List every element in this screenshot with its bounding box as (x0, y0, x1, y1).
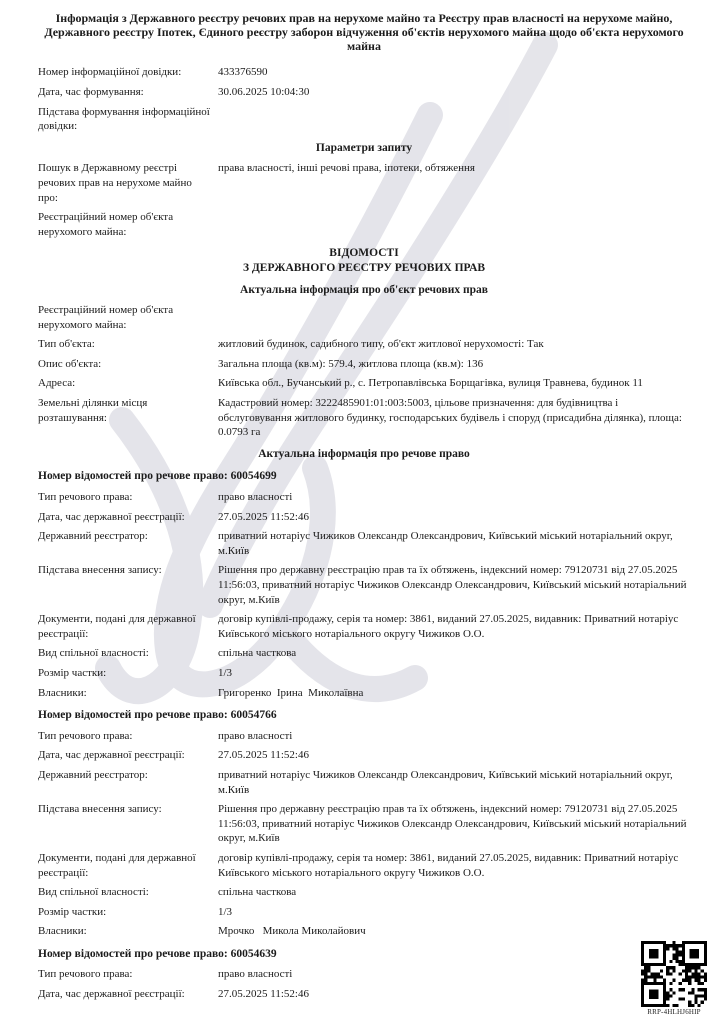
field-label: Тип об'єкта: (38, 338, 95, 351)
field-row (38, 768, 690, 797)
record-number-heading: Номер відомостей про речове право: 60054699 (38, 470, 277, 483)
qr-block (635, 941, 713, 1016)
field-label: Державний реєстратор: (38, 768, 148, 781)
field-row (38, 396, 690, 440)
field-label: Власники: (38, 925, 87, 938)
qr-code-icon (641, 941, 707, 1007)
field-row (38, 612, 690, 641)
field-row (38, 210, 690, 239)
field-value: права власності, інші речові права, іпотеки, обтяження (218, 162, 475, 175)
field-label: Тип речового права: (38, 968, 133, 981)
field-value: приватний нотаріус Чижиков Олександр Олександрович, Київський міський нотаріальний округ, м.Київ (218, 530, 676, 557)
field-row (38, 303, 690, 332)
field-row (38, 65, 690, 80)
field-value: договір купівлі-продажу, серія та номер: 3861, виданий 27.05.2025, видавник: Приватний нотаріус Київського міського нотаріального округу Чижиков О.О. (218, 851, 682, 879)
field-row (38, 924, 690, 939)
record-number-heading: Номер відомостей про речове право: 60054639 (38, 947, 277, 960)
field-label: Адреса: (38, 377, 76, 390)
field-value: спільна часткова (218, 886, 297, 899)
field-value: приватний нотаріус Чижиков Олександр Олександрович, Київський міський нотаріальний округ, м.Київ (218, 768, 676, 796)
field-label: Дата, час державної реєстрації: (38, 510, 185, 523)
field-value: 1/3 (218, 905, 233, 918)
field-row (38, 686, 690, 701)
field-value: 1/3 (218, 666, 233, 679)
field-row (38, 851, 690, 880)
field-label: Вид спільної власності: (38, 647, 149, 660)
field-row (38, 885, 690, 900)
field-label: Дата, час формування: (38, 85, 144, 98)
field-value: Григоренко Ірина Миколаївна (218, 686, 364, 699)
field-value: Рішення про державну реєстрацію прав та їх обтяжень, індексний номер: 79120731 від 27.05.2025 11:56:03, приватний нотаріус Чижиков Олександр Олександрович, Київський міський нотаріальний округ, м.Київ (218, 564, 690, 606)
field-row (38, 666, 690, 681)
field-value: спільна часткова (218, 647, 297, 660)
field-value (218, 303, 690, 332)
field-row (38, 563, 690, 607)
field-value: право власності (218, 968, 293, 981)
field-row (38, 510, 690, 525)
field-label: Підстава внесення запису: (38, 564, 162, 577)
field-label: Опис об'єкта: (38, 357, 102, 370)
section-heading: Актуальна інформація про речове право (258, 447, 470, 460)
field-row (38, 357, 690, 372)
field-row (38, 748, 690, 763)
qr-caption: RRP-4HLHJ6HIP (647, 1008, 701, 1016)
field-label: Дата, час державної реєстрації: (38, 988, 185, 1001)
field-value: житловий будинок, садибного типу, об'єкт житлової нерухомості: Так (218, 338, 544, 351)
field-label: Документи, подані для державної реєстрації: (38, 851, 196, 879)
field-value (218, 105, 690, 134)
field-row (38, 376, 690, 391)
field-row (38, 967, 690, 982)
field-value: Кадастровий номер: 3222485901:01:003:5003, цільове призначення: для будівництва і обслуговування житлового будинку, господарських будівель і споруд (присадибна ділянка), площа: 0.0793 га (218, 397, 685, 439)
record-number-heading: Номер відомостей про речове право: 60054766 (38, 709, 277, 722)
document-body (38, 65, 690, 1001)
field-value: 30.06.2025 10:04:30 (218, 85, 310, 98)
section-heading-line: ВІДОМОСТІ (329, 247, 399, 260)
field-row (38, 490, 690, 505)
field-label: Підстава внесення запису: (38, 803, 162, 816)
field-label: Тип речового права: (38, 729, 133, 742)
field-row (38, 802, 690, 846)
field-label: Вид спільної власності: (38, 886, 149, 899)
field-value: договір купівлі-продажу, серія та номер: 3861, виданий 27.05.2025, видавник: Приватний нотаріус Київського міського нотаріального округу Чижиков О.О. (218, 613, 682, 640)
field-value: Київська обл., Бучанський р., с. Петропавлівська Борщагівка, вулиця Травнева, будинок 11 (218, 377, 643, 390)
field-value: право власності (218, 491, 293, 504)
field-label: Пошук в Державному реєстрі речових прав на нерухоме майно про: (38, 162, 192, 204)
field-label: Реєстраційний номер об'єкта нерухомого майна: (38, 211, 174, 238)
field-row (38, 105, 690, 134)
field-value: право власності (218, 729, 293, 742)
field-label: Земельні ділянки місця розташування: (38, 397, 148, 424)
field-label: Реєстраційний номер об'єкта нерухомого майна: (38, 304, 174, 331)
field-row (38, 987, 690, 1002)
field-value: 27.05.2025 11:52:46 (218, 988, 309, 1001)
section-heading-line: З ДЕРЖАВНОГО РЕЄСТРУ РЕЧОВИХ ПРАВ (242, 261, 486, 274)
field-value: Рішення про державну реєстрацію прав та їх обтяжень, індексний номер: 79120731 від 27.05.2025 11:56:03, приватний нотаріус Чижиков Олександр Олександрович, Київський міський нотаріальний округ, м.Київ (218, 803, 690, 845)
field-row (38, 729, 690, 744)
field-row (38, 646, 690, 661)
field-row (38, 905, 690, 920)
section-heading: Актуальна інформація про об'єкт речових прав (240, 283, 488, 296)
field-value: 27.05.2025 11:52:46 (218, 510, 309, 523)
section-heading: Параметри запиту (315, 141, 413, 154)
field-label: Дата, час державної реєстрації: (38, 749, 185, 762)
field-row (38, 85, 690, 100)
field-row (38, 337, 690, 352)
field-value: Мрочко Микола Миколайович (218, 925, 366, 938)
field-value: 433376590 (218, 66, 268, 79)
section-heading-multiline (38, 246, 690, 275)
field-row (38, 161, 690, 205)
field-label: Підстава формування інформаційної довідки: (38, 105, 210, 133)
document-title: Інформація з Державного реєстру речових прав на нерухоме майно та Реєстру прав власності на нерухоме майно, Державного реєстру Іпотек, Єдиного реєстру заборон відчуження об'єктів нерухомого майна щодо об'єкта нерухомого майна (44, 11, 684, 53)
field-row (38, 529, 690, 558)
field-value: Загальна площа (кв.м): 579.4, житлова площа (кв.м): 136 (218, 357, 484, 370)
field-label: Власники: (38, 686, 87, 699)
field-label: Документи, подані для державної реєстрації: (38, 613, 196, 640)
field-label: Розмір частки: (38, 666, 107, 679)
field-label: Розмір частки: (38, 905, 107, 918)
field-value: 27.05.2025 11:52:46 (218, 749, 309, 762)
field-value (218, 210, 690, 239)
field-label: Тип речового права: (38, 491, 133, 504)
field-label: Номер інформаційної довідки: (38, 66, 182, 79)
field-label: Державний реєстратор: (38, 530, 148, 543)
